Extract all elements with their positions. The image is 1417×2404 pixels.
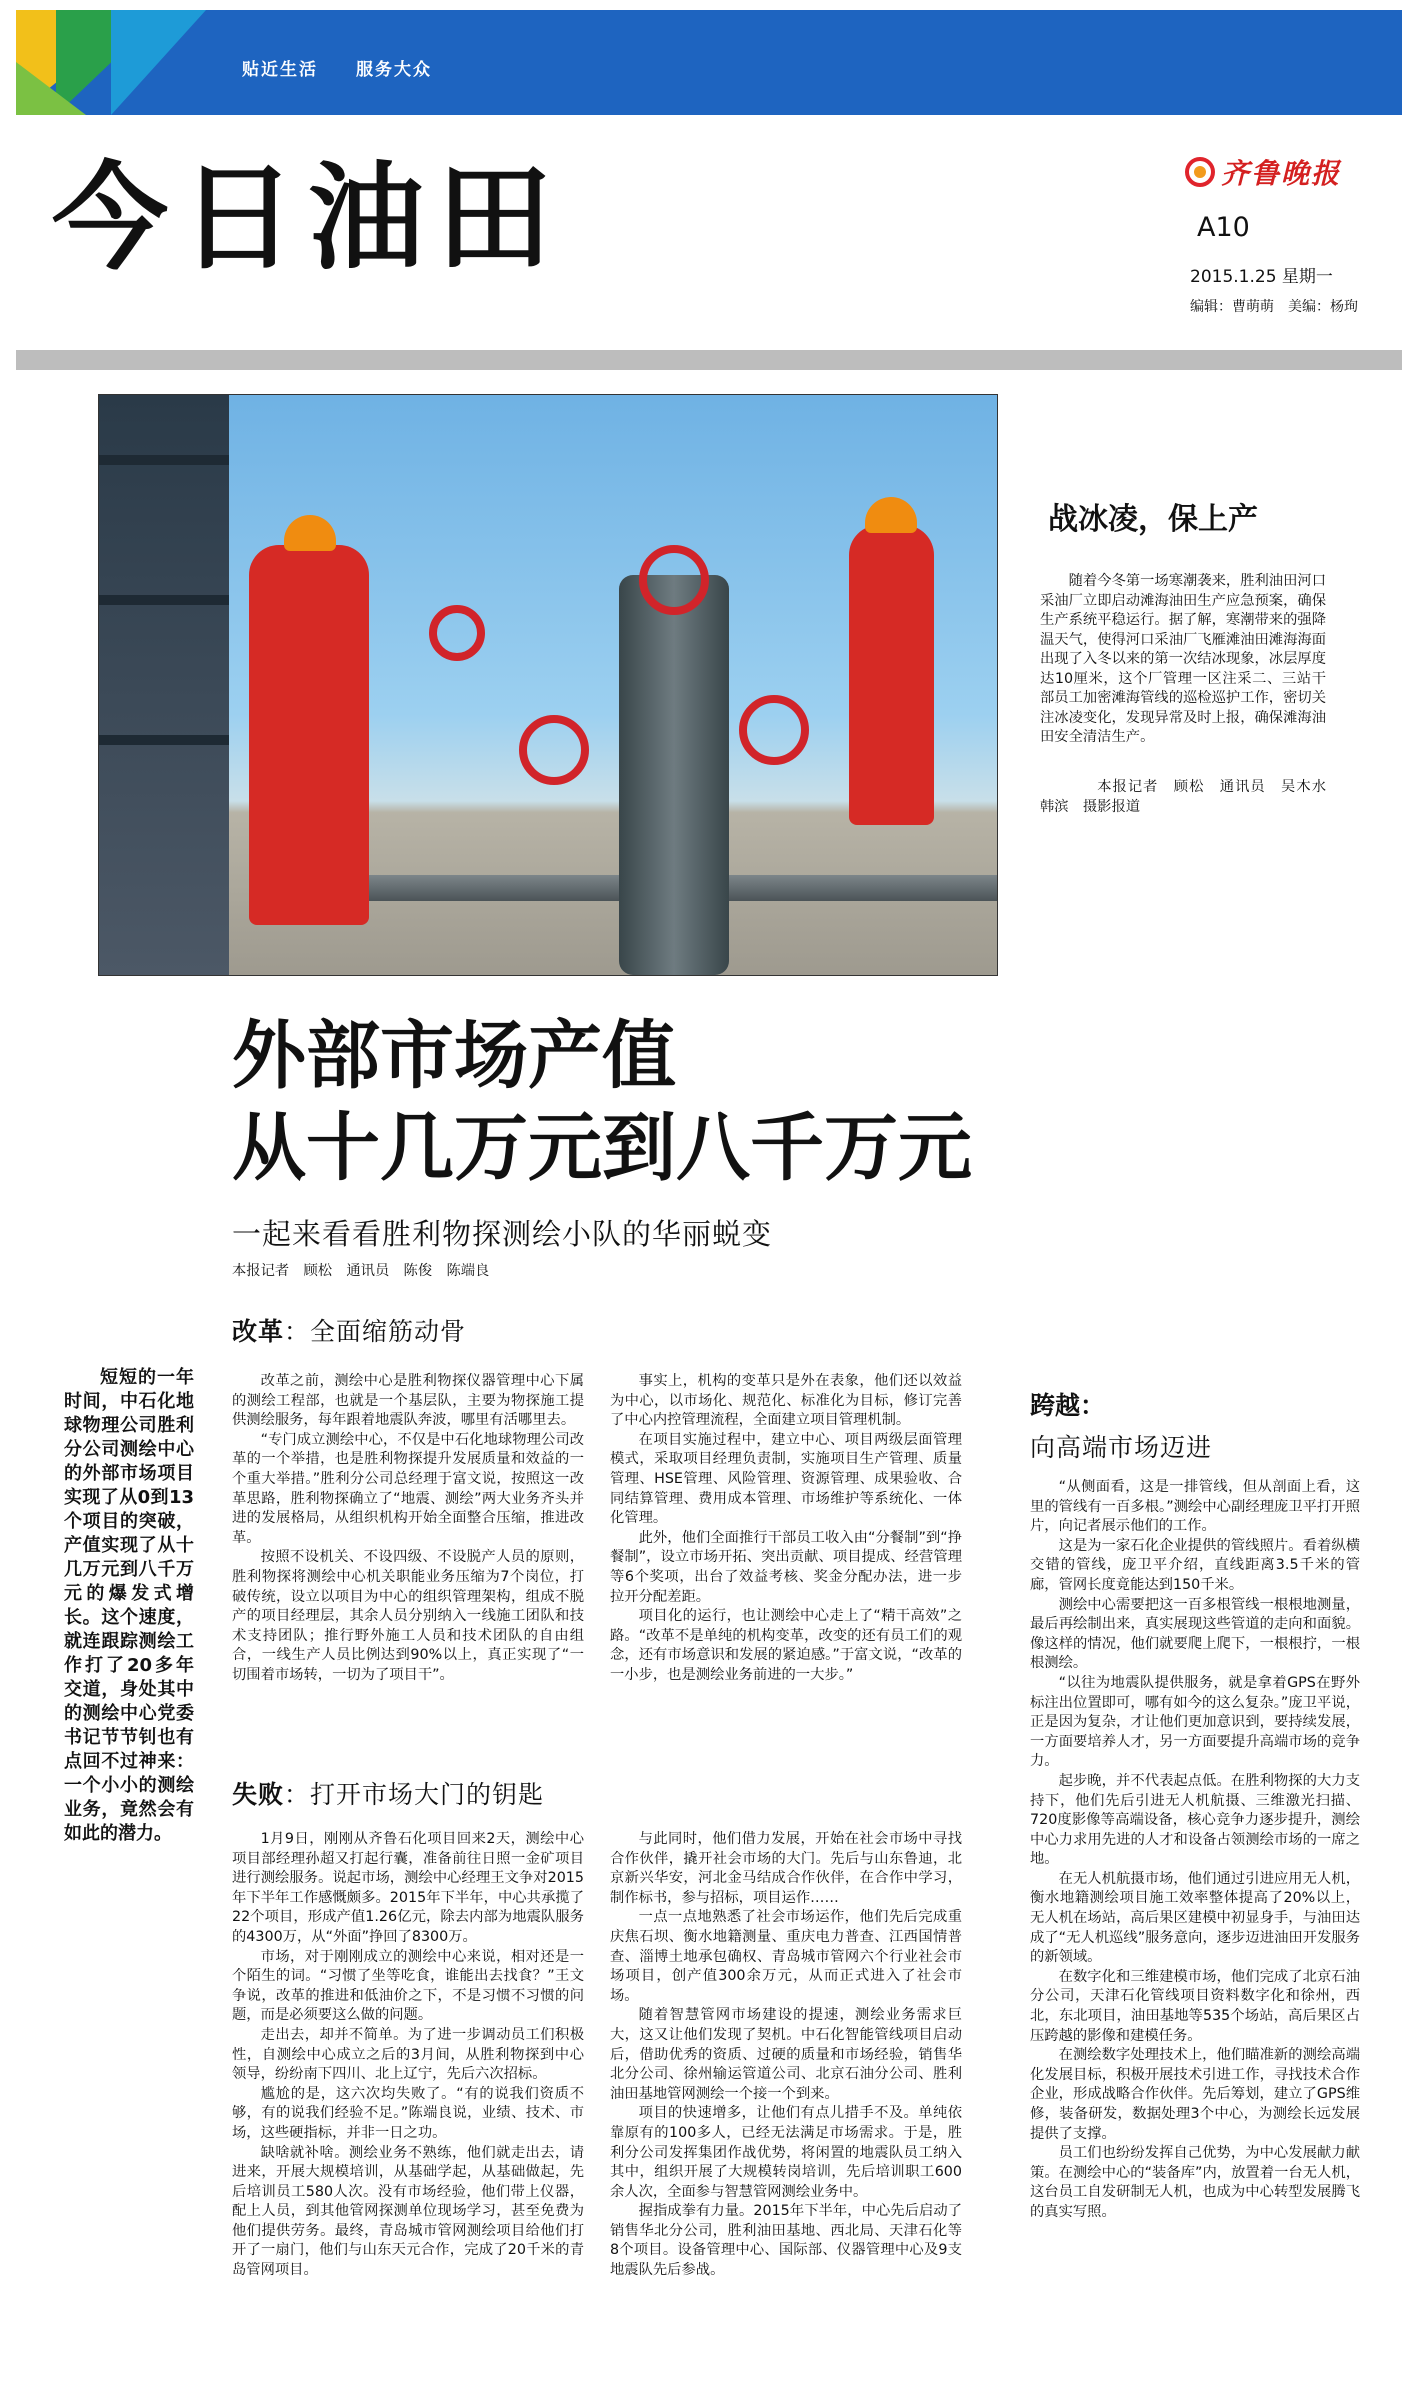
section-1-keyword: 改革: [232, 1317, 285, 1346]
paragraph: 事实上，机构的变革只是外在表象，他们还以效益为中心，以市场化、规范化、标准化为目标，修订完善了中心内控管理流程，全面建立项目管理机制。: [610, 1373, 962, 1429]
photo-rig-beam: [99, 455, 229, 465]
paragraph: 员工们也纷纷发挥自己优势，为中心发展献力献策。在测绘中心的“装备库”内，放置着一台无人机，这台员工自发研制无人机，也成为中心转型发展腾飞的真实写照。: [1030, 2145, 1360, 2220]
banner-lime-shape: [16, 62, 86, 115]
header-banner: [16, 10, 1402, 115]
paragraph: 在无人机航摄市场，他们通过引进应用无人机，衡水地籍测绘项目施工效率整体提高了20%以上，无人机在场站，高后果区建模中初显身手，与油田达成了“无人机巡线”服务意向，逐步迈进油田开发服务的新领域。: [1030, 1870, 1360, 1966]
section-1-column-b: [610, 1372, 962, 1686]
section-2-column-b: [610, 1830, 962, 2281]
oilfield-workers-photo: [98, 394, 998, 976]
paragraph: “以往为地震队提供服务，就是拿着GPS在野外标注出位置即可，哪有如今的这么复杂。”庞卫平说，正是因为复杂，才让他们更加意识到，要持续发展，一方面要培养人才，另一方面要提升高端市场的竞争力。: [1030, 1674, 1360, 1770]
paragraph: 起步晚，并不代表起点低。在胜利物探的大力支持下，他们先后引进无人机航摄、三维激光扫描、720度影像等高端设备，核心竞争力逐步提升，测绘中心力求用先进的人才和设备占领测绘市场的一席之地。: [1030, 1772, 1360, 1868]
brand-logo-icon: [1185, 157, 1215, 187]
brand-name: 齐鲁晚报: [1221, 157, 1342, 190]
masthead-title: 今日油田: [52, 150, 564, 286]
paragraph: 缺啥就补啥。测绘业务不熟练，他们就走出去，请进来，开展大规模培训，从基础学起，从基础做起，先后培训员工580人次。没有市场经验，他们带上仪器，配上人员，到其他管网探测单位现场学习，甚至免费为他们提供劳务。最终，青岛城市管网测绘项目给他们打开了一扇门，他们与山东天元合作，完成了20千米的青岛管网项目。: [232, 2144, 584, 2279]
paragraph: 此外，他们全面推行干部员工收入由“分餐制”到“挣餐制”，设立市场开拓、突出贡献、项目提成、经营管理等6个奖项，出台了效益考核、奖金分配办法，进一步拉开分配差距。: [610, 1529, 962, 1605]
photo-valve-wheel: [639, 545, 709, 615]
headline-line-1: 外部市场产值: [232, 1013, 676, 1099]
photo-rig-beam: [99, 595, 229, 605]
editor-credits: 编辑：曹萌萌 美编：杨珣: [1190, 299, 1358, 315]
paragraph: 按照不设机关、不设四级、不设脱产人员的原则，胜利物探将测绘中心机关职能业务压缩为7个岗位，打破传统，设立以项目为中心的组织管理架构，组成不脱产的项目经理层，其余人员分别纳入一线施工团队和技术支持团队；推行野外施工人员和技术团队的自由组合，一线生产人员比例达到90%以上，真正实现了“一切围着市场转，一切为了项目干”。: [232, 1549, 584, 1683]
paragraph: “专门成立测绘中心，不仅是中石化地球物理公司改革的一个举措，也是胜利物探提升发展质量和效益的一个重大举措。”胜利分公司总经理于富文说，按照这一改革思路，胜利物探确立了“地震、测绘”两大业务齐头并进的发展格局，从组织机构开始全面整合压缩，推进改革。: [232, 1431, 584, 1546]
photo-valve-wheel: [429, 605, 485, 661]
section-2-keyword: 失败: [232, 1780, 285, 1809]
section-1-heading: [232, 1312, 466, 1348]
photo-story-title: 战冰凌，保上产: [1048, 502, 1258, 537]
photo-wellhead: [619, 575, 729, 975]
section-3-kicker: 跨越：: [1030, 1391, 1106, 1420]
paragraph: 尴尬的是，这六次均失败了。“有的说我们资质不够，有的说我们经验不足。”陈端良说，业绩、技术、市场，这些硬指标，并非一日之功。: [232, 2085, 584, 2141]
photo-rig-beam: [99, 735, 229, 745]
section-3-title: 向高端市场迈进: [1030, 1433, 1213, 1462]
paragraph: 项目的快速增多，让他们有点儿措手不及。单纯依靠原有的100多人，已经无法满足市场需求。于是，胜利分公司发挥集团作战优势，将闲置的地震队员工纳入其中，组织开展了大规模转岗培训，先后培训职工600余人次，全面参与智慧管网测绘业务中。: [610, 2105, 962, 2200]
section-2-heading: [232, 1775, 544, 1811]
paragraph: 与此同时，他们借力发展，开始在社会市场中寻找合作伙伴，撬开社会市场的大门。先后与山东鲁迪，北京新兴华安，河北金马结成合作伙伴，在合作中学习，制作标书，参与招标，项目运作……: [610, 1831, 962, 1906]
photo-story-credit: 本报记者 顾松 通讯员 吴木水 韩滨 摄影报道: [1040, 779, 1341, 815]
photo-story-body: 随着今冬第一场寒潮袭来，胜利油田河口采油厂立即启动滩海油田生产应急预案，确保生产系统平稳运行。据了解，寒潮带来的强降温天气，使得河口采油厂飞雁滩油田滩海海面出现了入冬以来的第一次结冰现象，冰层厚度达10厘米，这个厂管理一区注采二、三站干部员工加密滩海管线的巡检巡护工作，密切关注冰凌变化，发现异常及时上报，确保滩海油田安全清洁生产。: [1040, 573, 1326, 745]
paragraph: 在数字化和三维建模市场，他们完成了北京石油分公司，天津石化管线项目资料数字化和徐州，西北，东北项目，油田基地等535个场站，高后果区占压跨越的影像和建模任务。: [1030, 1968, 1360, 2044]
paragraph: “从侧面看，这是一排管线，但从剖面上看，这里的管线有一百多根。”测绘中心副经理庞卫平打开照片，向记者展示他们的工作。: [1030, 1479, 1360, 1535]
paragraph: 1月9日，刚刚从齐鲁石化项目回来2天，测绘中心项目部经理孙超又打起行囊，准备前往日照一金矿项目进行测绘服务。说起市场，测绘中心经理王文争对2015年下半年工作感慨颇多。2015年下半年，中心共承揽了22个项目，形成产值1.26亿元，除去内部为地震队服务的4300万，从“外面”挣回了8300万。: [232, 1831, 584, 1945]
paragraph: 在项目实施过程中，建立中心、项目两级层面管理模式，采取项目经理负责制，实施项目生产管理、质量管理、HSE管理、风险管理、资源管理、成果验收、合同结算管理、费用成本管理、市场维护等系统化、一体化管理。: [610, 1431, 962, 1527]
paragraph: 测绘中心需要把这一百多根管线一根根地测量，最后再绘制出来，真实展现这些管道的走向和面貌。像这样的情况，他们就要爬上爬下，一根根拧，一根根测绘。: [1030, 1596, 1360, 1672]
paragraph: 这是为一家石化企业提供的管线照片。看着纵横交错的管线，庞卫平介绍，直线距离3.5千米的管廊，管网长度竟能达到150千米。: [1030, 1537, 1360, 1593]
paragraph: 走出去，却并不简单。为了进一步调动员工们积极性，自测绘中心成立之后的3月间，从胜利物探到中心领导，纷纷南下四川、北上辽宁，先后六次招标。: [232, 2026, 584, 2083]
article-byline: 本报记者 顾松 通讯员 陈俊 陈端良: [232, 1263, 490, 1279]
newspaper-brand: [1185, 152, 1341, 192]
issue-date: 2015.1.25 星期一: [1190, 267, 1333, 287]
paragraph: 握指成拳有力量。2015年下半年，中心先后启动了销售华北分公司，胜利油田基地、西北局、天津石化等8个项目。设备管理中心、国际部、仪器管理中心及9支地震队先后参战。: [610, 2203, 962, 2279]
paragraph: 市场，对于刚刚成立的测绘中心来说，相对还是一个陌生的词。“习惯了坐等吃食，谁能出去找食？”王文争说，改革的推进和低油价之下，不是习惯不习惯的问题，而是必须要这么做的问题。: [232, 1948, 584, 2024]
photo-rig-structure: [99, 395, 229, 976]
headline-line-2: 从十几万元到八千万元: [232, 1105, 972, 1191]
photo-worker-left: [249, 545, 369, 925]
photo-valve-wheel: [519, 715, 589, 785]
header-divider: [16, 350, 1402, 370]
paragraph: 在测绘数字处理技术上，他们瞄准新的测绘高端化发展目标，积极开展技术引进工作，寻找技术合作企业，形成战略合作伙伴。先后筹划，建立了GPS维修，装备研发，数据处理3个中心，为测绘长远发展提供了支撑。: [1030, 2047, 1360, 2142]
photo-valve-wheel: [739, 695, 809, 765]
section-2-title: ：打开市场大门的钥匙: [284, 1780, 545, 1809]
paragraph: 随着智慧管网市场建设的提速，测绘业务需求巨大，这又让他们发现了契机。中石化智能管线项目启动后，借助优秀的资质、过硬的质量和市场经验，销售华北分公司、徐州输运管道公司、北京石油分公司、胜利油田基地管网测绘一个接一个到来。: [610, 2007, 962, 2102]
section-1-title: ：全面缩筋动骨: [284, 1317, 467, 1346]
paragraph: 项目化的运行，也让测绘中心走上了“精干高效”之路。“改革不是单纯的机构变革，改变的还有员工们的观念，还有市场意识和发展的紧迫感。”于富文说，“改革的一小步，也是测绘业务前进的一大步。”: [610, 1608, 962, 1683]
paragraph: 改革之前，测绘中心是胜利物探仪器管理中心下属的测绘工程部，也就是一个基层队，主要为物探施工提供测绘服务，每年跟着地震队奔波，哪里有活哪里去。: [232, 1373, 584, 1429]
paragraph: 一点一点地熟悉了社会市场运作，他们先后完成重庆焦石坝、衡水地籍测量、重庆电力普查、江西国情普查、淄博土地承包确权、青岛城市管网六个行业社会市场项目，创产值300余万元，从而正式进入了社会市场。: [610, 1909, 962, 2004]
banner-slogan: 贴近生活 服务大众: [242, 60, 432, 80]
banner-cyan-shape: [111, 10, 206, 115]
article-lead-paragraph: 短短的一年时间，中石化地球物理公司胜利分公司测绘中心的外部市场项目实现了从0到13个项目的突破，产值实现了从十几万元到八千万元的爆发式增长。这个速度，就连跟踪测绘工作打了20多年交道，身处其中的测绘中心党委书记节节钊也有点回不过神来：一个小小的测绘业务，竟然会有如此的潜力。: [64, 1367, 194, 1844]
article-headline: [232, 1010, 972, 1194]
page-number: A10: [1197, 212, 1250, 243]
photo-worker-right: [849, 525, 934, 825]
section-1-column-a: [232, 1372, 584, 1686]
section-3-column: [1030, 1478, 1360, 2223]
article-subheadline: 一起来看看胜利物探测绘小队的华丽蜕变: [232, 1217, 773, 1251]
section-2-column-a: [232, 1830, 584, 2281]
